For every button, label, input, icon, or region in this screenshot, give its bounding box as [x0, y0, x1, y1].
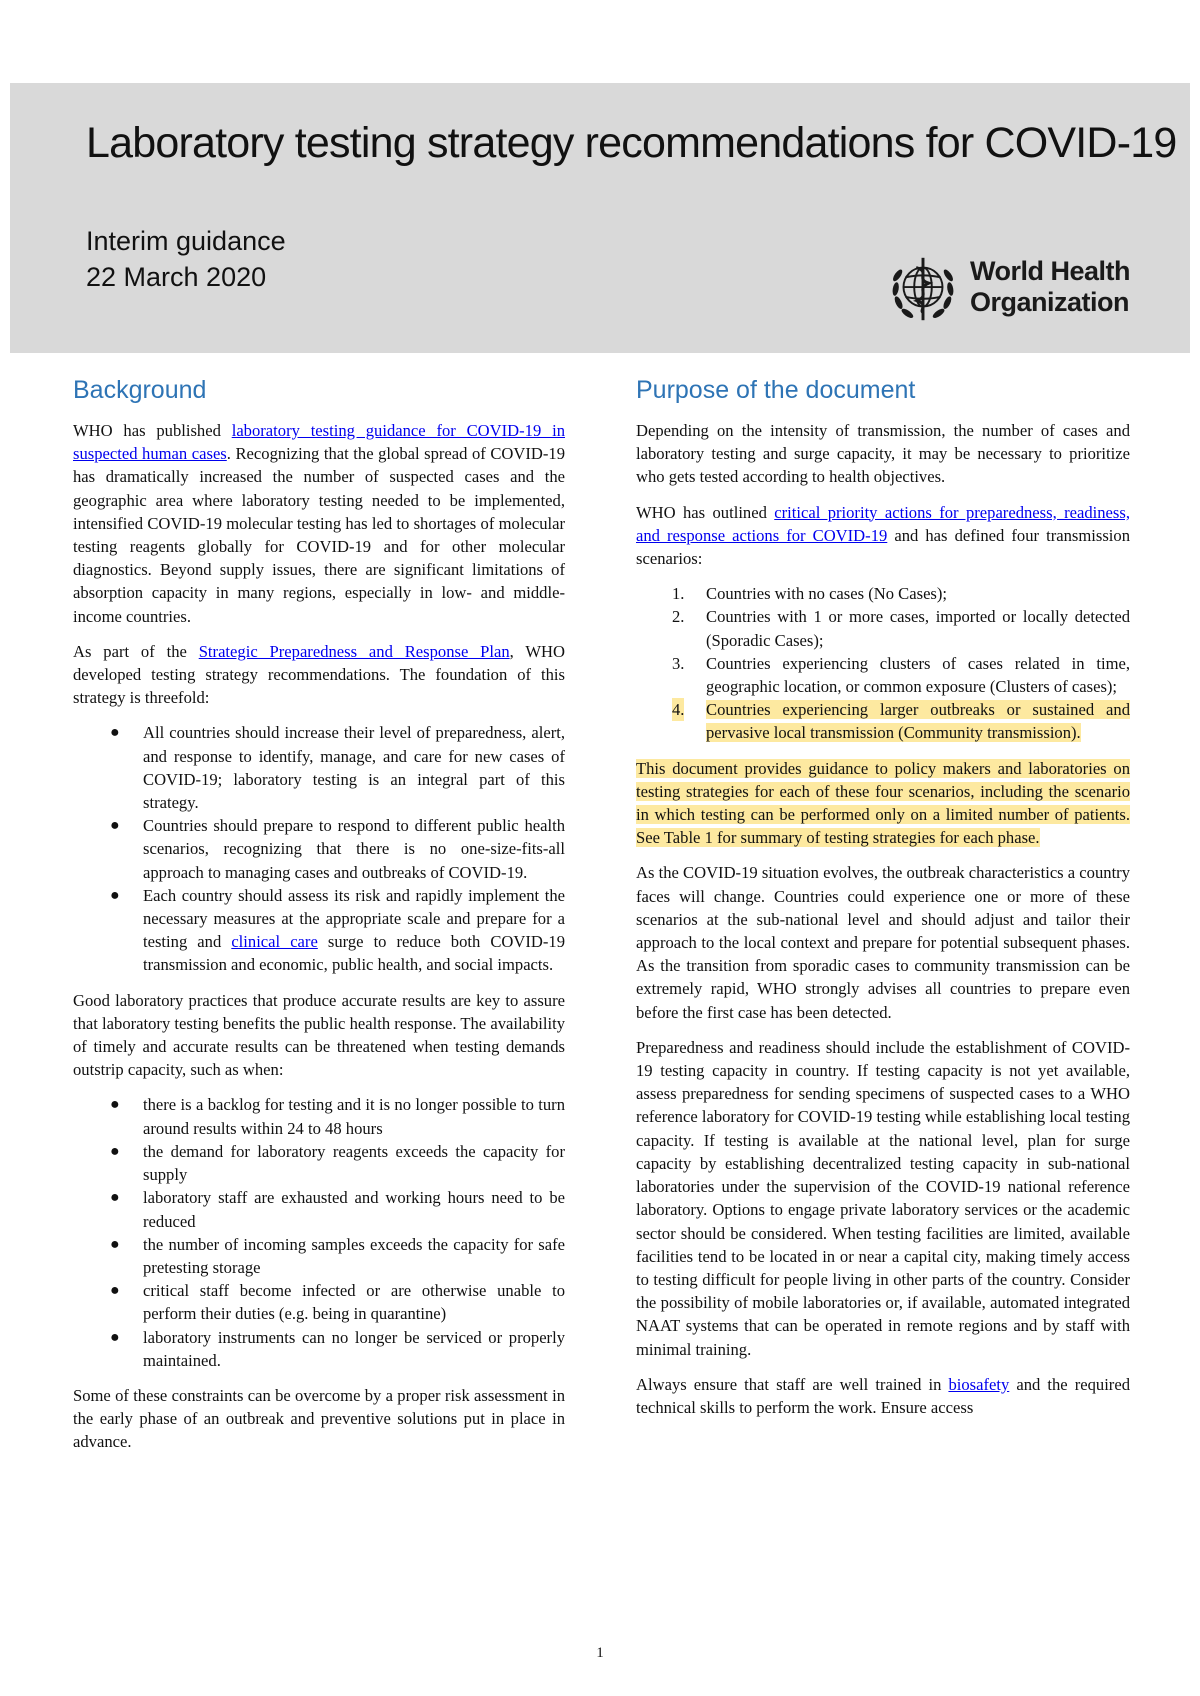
background-paragraph-3: Good laboratory practices that produce accurate results are key to assure that laboratory testing benefits the public health response. The availability of timely and accurate results can be threatened when testing demands outstrip capacity, such as when:: [73, 990, 565, 1080]
list-item: [73, 1093, 565, 1139]
list-item-highlighted: [636, 698, 1130, 744]
highlighted-text: This document provides guidance to policy makers and laboratories on testing strategies for each of these four scenarios, including the scenario in which testing can be performed only on a limited number of patients. See Table 1 for summary of testing strategies for each phase.: [636, 758, 1130, 848]
purpose-paragraph-3: [636, 757, 1130, 850]
list-item: [73, 1233, 565, 1279]
list-item: [636, 582, 1130, 605]
text-run: and has defined four transmission scenarios:: [636, 525, 1130, 569]
purpose-paragraph-5: Preparedness and readiness should include the establishment of COVID-19 testing capacity in country. If testing capacity is not yet available, assess preparedness for sending specimens of suspected cases to a WHO reference laboratory for COVID-19 testing while establishing local testing capacity. If testing is available at the national level, plan for surge capacity by establishing decentralized testing capacity in sub-national laboratories under the supervision of the COVID-19 national reference laboratory. Options to engage private laboratory services or the academic sector should be considered. When testing facilities are limited, available facilities tend to be located in or near a capital city, making timely access to testing difficult for people living in other parts of the country. Consider the possibility of mobile laboratories or, if available, automated integrated NAAT systems that can be operated in remote regions and by staff with minimal training.: [636, 1037, 1130, 1359]
text-run: and the required technical skills to perform the work. Ensure access: [636, 1374, 1130, 1417]
list-item: [73, 1279, 565, 1325]
who-wordmark-line1: World Health: [970, 256, 1131, 286]
list-item-text: the number of incoming samples exceeds the capacity for safe pretesting storage: [143, 1234, 565, 1277]
background-paragraph-2: [73, 640, 565, 710]
list-number: 1.: [672, 584, 685, 604]
list-item: [73, 1326, 565, 1372]
list-item: [73, 1140, 565, 1186]
bullet-icon: ●: [110, 724, 120, 742]
strategy-bullet-list: [73, 721, 565, 976]
page-number: 1: [596, 1645, 604, 1661]
who-wordmark-line2: Organization: [970, 287, 1130, 317]
list-item-text: Countries with no cases (No Cases);: [706, 584, 948, 604]
list-item-text: critical staff become infected or are otherwise unable to perform their duties (e.g. being in quarantine): [143, 1281, 565, 1324]
bullet-icon: ●: [110, 1282, 120, 1300]
laboratory-guidance-link[interactable]: laboratory testing guidance for COVID-19 in suspected human cases: [73, 421, 565, 464]
list-item-text: there is a backlog for testing and it is no longer possible to turn around results within 24 to 48 hours: [143, 1095, 565, 1138]
background-paragraph-1: [73, 419, 565, 628]
purpose-paragraph-2: [636, 501, 1130, 571]
who-wordmark: [970, 256, 1130, 318]
list-item-text: laboratory staff are exhausted and working hours need to be reduced: [143, 1188, 565, 1231]
guidance-type: Interim guidance: [86, 226, 286, 256]
text-run: . Recognizing that the global spread of COVID-19 has dramatically increased the number of suspected cases and the geographic area where laboratory testing needed to be implemented, intensified COVID-19 molecular testing has led to shortages of molecular testing reagents globally for COVID-19 and for other molecular diagnostics. Beyond supply issues, there are significant limitations of absorption capacity in many regions, especially in low- and middle-income countries.: [73, 444, 566, 626]
list-item: [73, 721, 565, 814]
list-item-text: All countries should increase their level of preparedness, alert, and response to identify, manage, and care for new cases of COVID-19; laboratory testing is an integral part of this strategy.: [143, 723, 565, 813]
bullet-icon: ●: [110, 1235, 120, 1253]
list-item-text: laboratory instruments can no longer be serviced or properly maintained.: [143, 1327, 565, 1370]
list-item-text: Countries experiencing clusters of cases related in time, geographic location, or common exposure (Clusters of cases);: [706, 653, 1130, 697]
biosafety-link[interactable]: biosafety: [948, 1374, 1010, 1394]
bullet-icon: ●: [110, 886, 120, 904]
text-run: As part of the: [73, 641, 199, 661]
text-run: WHO has published: [73, 421, 232, 440]
purpose-paragraph-4: As the COVID-19 situation evolves, the outbreak characteristics a country faces will change. Countries could experience one or more of these scenarios at the sub-national level and should adjust and tailor their approach to the local context and prepare for potential subsequent phases. As the transition from sporadic cases to community transmission can be extremely rapid, WHO strongly advises all countries to prepare even before the first case has been detected.: [636, 863, 1130, 1022]
list-item: [636, 605, 1130, 651]
list-item-text: Countries experiencing larger outbreaks or sustained and pervasive local transmission (Community transmission).: [706, 700, 1130, 743]
list-item: [636, 652, 1130, 698]
strategic-plan-link[interactable]: Strategic Preparedness and Response Plan: [198, 641, 510, 661]
left-column: [73, 375, 565, 1466]
list-item: [73, 1186, 565, 1232]
clinical-care-link[interactable]: clinical care: [231, 932, 318, 952]
bullet-icon: ●: [110, 1189, 120, 1207]
constraints-bullet-list: [73, 1093, 565, 1371]
list-number: 2.: [672, 607, 685, 627]
list-item-text: Countries should prepare to respond to different public health scenarios, recognizing that there is no one-size-fits-all approach to managing cases and outbreaks of COVID-19.: [143, 816, 565, 882]
publication-date: 22 March 2020: [86, 262, 267, 292]
list-number: 3.: [672, 653, 685, 673]
background-paragraph-4: Some of these constraints can be overcome by a proper risk assessment in the early phase of an outbreak and preventive solutions put in place in advance.: [73, 1385, 565, 1452]
critical-priority-actions-link[interactable]: critical priority actions for preparedness, readiness, and response actions for COVID-19: [636, 502, 1130, 545]
who-emblem-icon: [884, 250, 962, 328]
purpose-paragraph-6: [636, 1373, 1130, 1419]
purpose-heading: Purpose of the document: [636, 376, 916, 404]
list-item-text: surge to reduce both COVID-19 transmission and economic, public health, and social impacts.: [143, 932, 566, 975]
list-item: [73, 814, 565, 884]
bullet-icon: ●: [110, 817, 120, 835]
right-column: [636, 375, 1130, 1431]
transmission-scenarios-list: [636, 582, 1130, 744]
text-run: , WHO developed testing strategy recommendations. The foundation of this strategy is threefold:: [73, 641, 565, 708]
text-run: WHO has outlined: [636, 502, 775, 522]
text-run: Always ensure that staff are well trained in: [636, 1374, 949, 1394]
list-number: 4.: [672, 698, 684, 721]
list-item-text: the demand for laboratory reagents exceeds the capacity for supply: [143, 1141, 565, 1185]
purpose-paragraph-1: Depending on the intensity of transmission, the number of cases and laboratory testing and surge capacity, it may be necessary to prioritize who gets tested according to health objectives.: [636, 421, 1130, 487]
bullet-icon: ●: [110, 1096, 120, 1114]
bullet-icon: ●: [110, 1142, 120, 1160]
list-item-text: Each country should assess its risk and rapidly implement the necessary measures at the appropriate scale and prepare for a testing and: [143, 885, 565, 952]
list-item-text: Countries with 1 or more cases, imported or locally detected (Sporadic Cases);: [706, 607, 1130, 650]
background-heading: Background: [73, 376, 207, 404]
who-logo: [884, 250, 1179, 330]
list-item: [73, 884, 565, 977]
bullet-icon: ●: [110, 1328, 120, 1346]
title-banner: [10, 83, 1190, 353]
subtitle-block: [86, 223, 286, 295]
document-title: Laboratory testing strategy recommendations for COVID-19: [86, 119, 1177, 167]
